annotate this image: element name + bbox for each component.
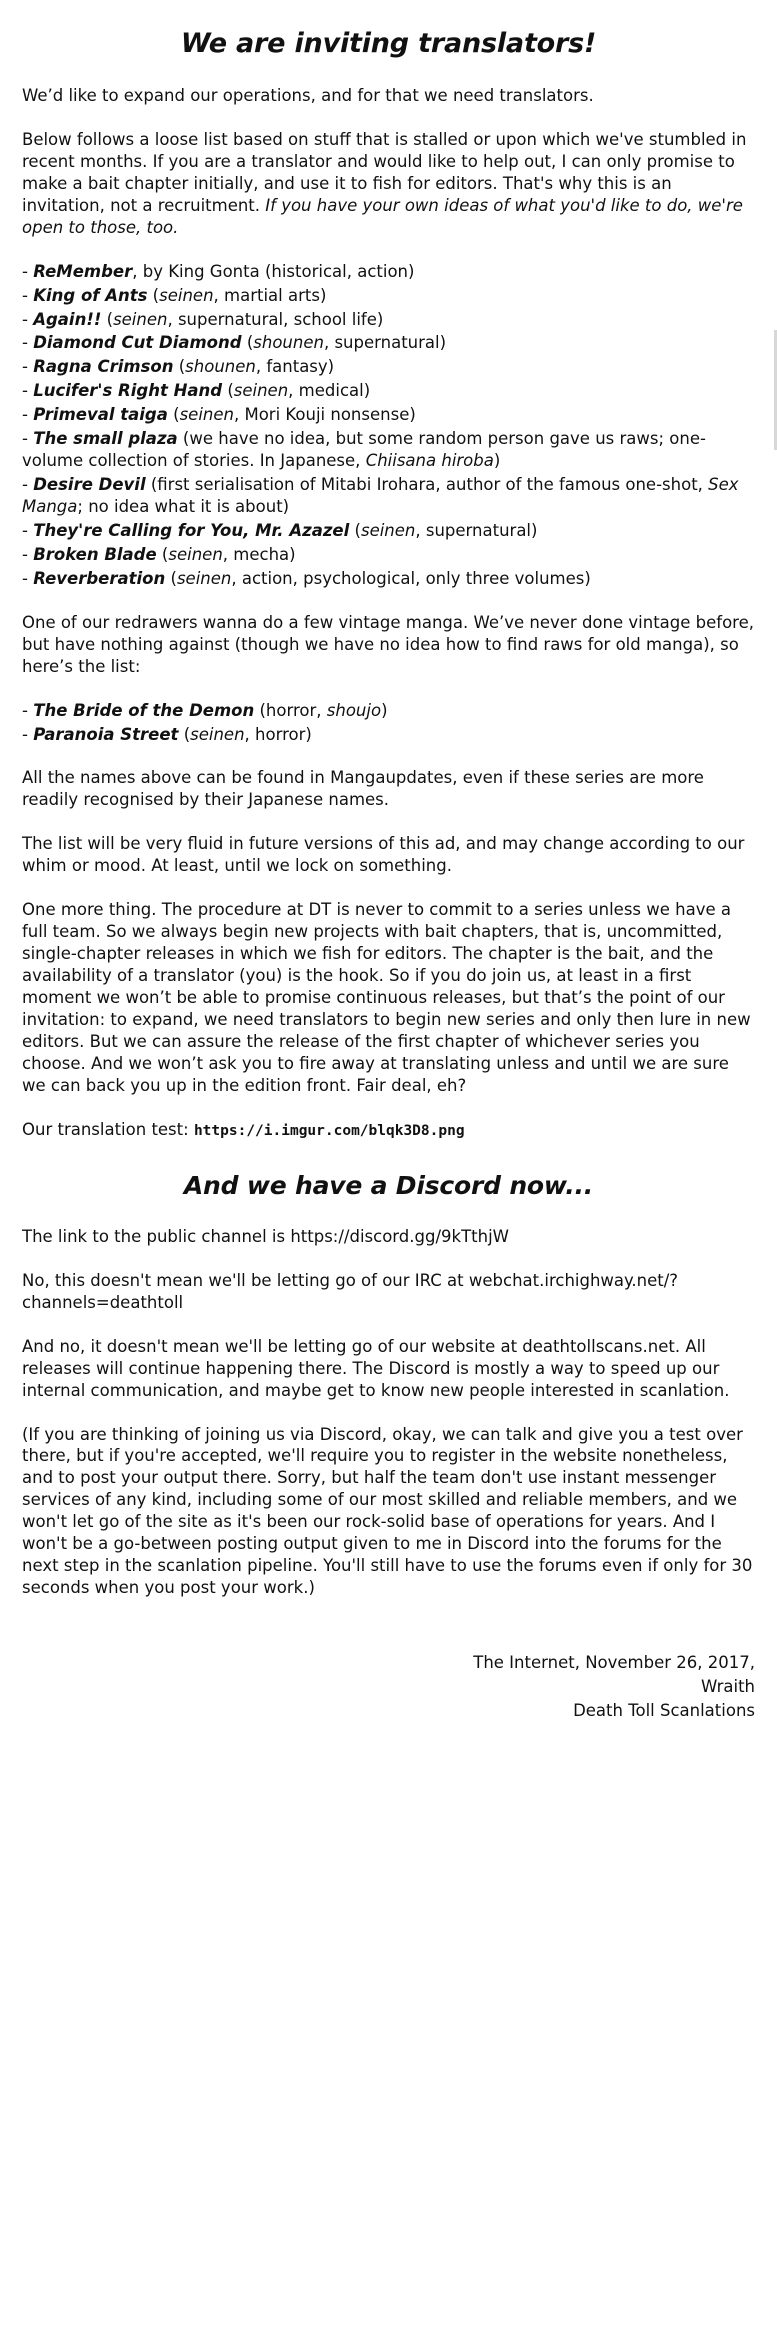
list-bullet: - [22, 475, 34, 495]
list-bullet: - [22, 568, 34, 588]
list-item [22, 568, 755, 590]
series-title: Paranoia Street [33, 724, 179, 744]
list-bullet: - [22, 429, 34, 449]
series-genre-emphasis: seinen [176, 568, 232, 588]
series-detail: (seinen, Mori Kouji nonsense) [167, 405, 416, 425]
website-paragraph: And no, it doesn't mean we'll be letting go of our website at deathtollscans.net. All releases will continue happening there. The Discord is mostly a way to speed up our internal communication, and maybe get to know new people interested in scanlation. [22, 1336, 730, 1400]
discord-section-title: And we have a Discord now... [183, 1170, 594, 1200]
list-item [22, 520, 755, 542]
discord-link-paragraph[interactable]: The link to the public channel is https://discord.gg/9kTthjW [22, 1226, 509, 1246]
series-detail: (shounen, supernatural) [241, 333, 447, 353]
series-detail: (seinen, horror) [178, 724, 312, 744]
list-item [22, 544, 755, 566]
series-detail: (seinen, action, psychological, only three volumes) [165, 568, 591, 588]
series-title: Ragna Crimson [33, 357, 174, 377]
series-detail: (first serialisation of Mitabi Irohara, author of the famous one-shot, Sex Manga; no idea what it is about) [22, 475, 739, 516]
series-detail: (seinen, supernatural) [349, 520, 538, 540]
translation-test-link[interactable]: https://i.imgur.com/blqk3D8.png [193, 1122, 465, 1139]
series-detail: (seinen, mecha) [156, 544, 296, 564]
list-item [22, 285, 755, 307]
list-item [22, 261, 755, 283]
series-title: Reverberation [33, 568, 166, 588]
series-title: They're Calling for You, Mr. Azazel [33, 520, 350, 540]
vintage-intro-paragraph: One of our redrawers wanna do a few vintage manga. We’ve never done vintage before, but have nothing against (though we have no idea how to find raws for old manga), so here’s the list: [22, 612, 754, 676]
series-genre-emphasis: seinen [190, 724, 245, 744]
mangaupdates-paragraph: All the names above can be found in Mangaupdates, even if these series are more readily recognised by their Japanese names. [22, 768, 704, 810]
list-item [22, 356, 755, 378]
series-title: Lucifer's Right Hand [33, 381, 223, 401]
series-title: Again!! [33, 309, 102, 329]
list-bullet: - [22, 520, 34, 540]
series-genre-emphasis: seinen [113, 309, 168, 329]
series-detail: (seinen, martial arts) [147, 285, 327, 305]
list-item [22, 428, 755, 472]
procedure-paragraph: One more thing. The procedure at DT is never to commit to a series unless we have a full team. So we always begin new projects with bait chapters, that is, uncommitted, single-chapter releases in which we fish for editors. The chapter is the bait, and the availability of a translator (you) is the hook. So if you do join us, at least in a first moment we won’t be able to promise continuous releases, but that’s the point of our invitation: to expand, we need translators to begin new series and only then lure in new editors. But we can assure the release of the first chapter of whichever series you choose. And we won’t ask you to fire away at translating unless and until we are sure we can back you up in the edition front. Fair deal, eh? [22, 900, 751, 1095]
series-genre-emphasis: seinen [360, 520, 416, 540]
translation-test-paragraph [22, 1119, 755, 1141]
list-item [22, 380, 755, 402]
series-genre-emphasis: seinen [179, 405, 234, 425]
series-title: Diamond Cut Diamond [33, 333, 242, 353]
list-bullet: - [22, 700, 34, 720]
explanation-emphasis: If you have your own ideas of what you'd like to do, we're open to those, too. [22, 195, 743, 237]
series-genre-emphasis: seinen [233, 381, 289, 401]
list-bullet: - [22, 724, 34, 744]
series-genre-emphasis: Sex Manga [22, 475, 739, 516]
signature-author: Wraith [701, 1676, 755, 1696]
explanation-text: Below follows a loose list based on stuff that is stalled or upon which we've stumbled in recent months. If you are a translator and would like to help out, I can only promise to make a bait chapter initially, and use it to fish for editors. That's why this is an invitation, not a recruitment. [22, 129, 747, 215]
list-bullet: - [22, 357, 34, 377]
page-title: We are inviting translators! [180, 28, 597, 59]
series-detail: (seinen, medical) [222, 381, 371, 401]
list-bullet: - [22, 405, 34, 425]
series-genre-emphasis: Chiisana hiroba [365, 451, 494, 471]
signature-date: The Internet, November 26, 2017, [473, 1653, 755, 1673]
list-bullet: - [22, 544, 34, 564]
translation-test-label: Our translation test: [22, 1119, 194, 1139]
list-item [22, 474, 755, 518]
list-item [22, 404, 755, 426]
closing-paragraph: (If you are thinking of joining us via Discord, okay, we can talk and give you a test over there, but if you're accepted, we'll require you to register in the website nonetheless, and to post your output there. Sorry, but half the team don't use instant messenger services of any kind, including some of our most skilled and reliable members, and we won't let go of the site as it's been our rock-solid base of operations for years. And I won't be a go-between posting output given to me in Discord into the forums for the next step in the scanlation pipeline. You'll still have to use the forums even if only for 30 seconds when you post your work.) [22, 1424, 753, 1598]
list-item [22, 309, 755, 331]
list-bullet: - [22, 381, 34, 401]
series-detail: (horror, shoujo) [254, 700, 388, 720]
irc-paragraph: No, this doesn't mean we'll be letting go of our IRC at webchat.irchighway.net/?channels=deathtoll [22, 1270, 679, 1312]
series-title: Broken Blade [33, 544, 157, 564]
series-list [22, 261, 755, 590]
list-item [22, 700, 755, 722]
series-title: ReMember [33, 261, 133, 281]
signature-group: Death Toll Scanlations [573, 1700, 755, 1720]
series-title: The Bride of the Demon [33, 700, 255, 720]
series-genre-emphasis: shounen [185, 357, 256, 377]
list-bullet: - [22, 333, 34, 353]
list-bullet: - [22, 261, 34, 281]
fluid-list-paragraph: The list will be very fluid in future versions of this ad, and may change according to our whim or mood. At least, until we lock on something. [22, 834, 745, 876]
series-genre-emphasis: shoujo [326, 700, 382, 720]
series-title: Desire Devil [33, 475, 146, 495]
series-genre-emphasis: seinen [159, 285, 214, 305]
series-detail: (shounen, fantasy) [173, 357, 335, 377]
list-item [22, 724, 755, 746]
signature-block [22, 1651, 755, 1723]
list-item [22, 332, 755, 354]
series-genre-emphasis: shounen [253, 333, 324, 353]
series-detail: , by King Gonta (historical, action) [132, 261, 415, 281]
explanation-paragraph [22, 129, 755, 239]
list-bullet: - [22, 309, 34, 329]
intro-paragraph: We’d like to expand our operations, and for that we need translators. [22, 86, 594, 105]
series-detail: (we have no idea, but some random person gave us raws; one-volume collection of stories. In Japanese, Chiisana hiroba) [22, 429, 706, 471]
series-title: The small plaza [33, 429, 178, 449]
vintage-series-list [22, 700, 755, 746]
series-title: Primeval taiga [33, 405, 168, 425]
series-title: King of Ants [33, 285, 148, 305]
list-bullet: - [22, 285, 34, 305]
series-genre-emphasis: seinen [168, 544, 223, 564]
series-detail: (seinen, supernatural, school life) [101, 309, 384, 329]
